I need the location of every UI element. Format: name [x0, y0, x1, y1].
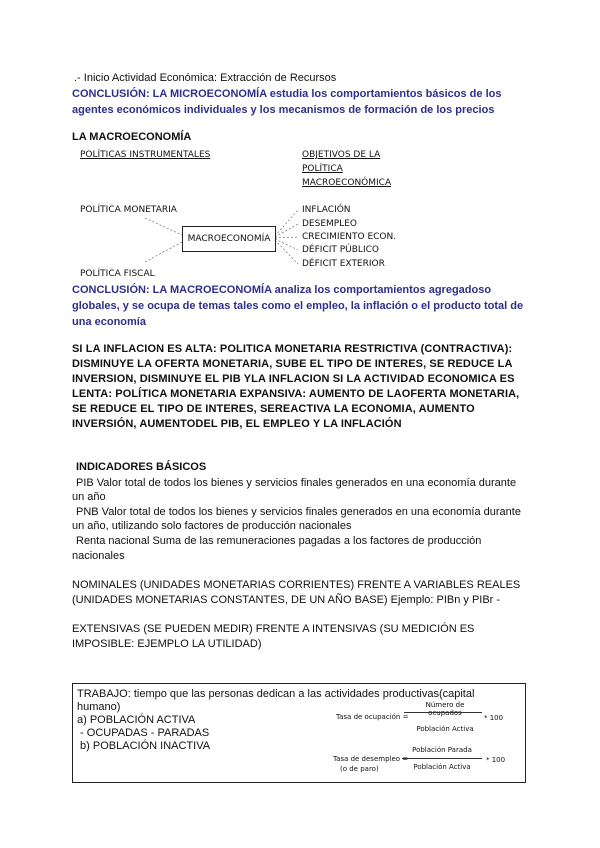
formula2-label2: (o de paro)	[340, 765, 379, 773]
trabajo-line5: b) POBLACIÓN INACTIVA	[77, 740, 211, 752]
conclusion-macro-line2: globales, y se ocupa de temas tales como el empleo, la inflación o el producto total de	[72, 300, 524, 312]
formula1-numerator: Número de ocupados	[425, 701, 465, 717]
conclusion-macro-line1: CONCLUSIÓN: LA MACROECONOMÍA analiza los comportamientos agregadoso	[72, 284, 492, 296]
trabajo-line1: TRABAJO: tiempo que las personas dedican a las actividades productivas(capital	[77, 688, 475, 700]
indicator-renta-line2: nacionales	[72, 550, 125, 562]
diagram-right-item-inflacion: INFLACIÓN	[302, 205, 351, 215]
diagram-left-item-monetaria: POLÍTICA MONETARIA	[80, 205, 177, 215]
policy-line-4: LENTA: POLÍTICA MONETARIA EXPANSIVA: AUMENTO DE LAOFERTA MONETARIA,	[72, 388, 520, 400]
formula2-denominator: Población Activa	[413, 763, 471, 771]
formula2-factor: * 100	[486, 756, 506, 764]
formula1-label: Tasa de ocupación =	[336, 713, 409, 721]
conclusion-macro-line3: una economía	[72, 316, 146, 328]
diagram-left-item-fiscal: POLÍTICA FISCAL	[80, 269, 155, 279]
diagram-right-item-deficit-exterior: DÉFICIT EXTERIOR	[302, 259, 385, 269]
diagram-right-heading-1: OBJETIVOS DE LA	[302, 150, 381, 160]
nominales-line1: NOMINALES (UNIDADES MONETARIAS CORRIENTES) FRENTE A VARIABLES REALES	[72, 579, 521, 591]
policy-line-3: INVERSION, DISMINUYE EL PIB YLA INFLACION SI LA ACTIVIDAD ECONOMICA ES	[72, 373, 515, 385]
formula2-fraction-bar	[402, 758, 482, 759]
extensivas-line2: IMPOSIBLE: EJEMPLO LA UTILIDAD)	[72, 638, 262, 650]
indicator-pnb-line2: un año, utilizando solo factores de producción nacionales	[72, 520, 352, 532]
indicator-renta-line1: Renta nacional Suma de las remuneraciones pagadas a los factores de producción	[76, 535, 482, 547]
diagram-right-item-deficit-publico: DÉFICIT PÚBLICO	[302, 245, 379, 255]
trabajo-line3: a) POBLACIÓN ACTIVA	[77, 714, 196, 726]
policy-line-6: INVERSIÓN, AUMENTODEL PIB, EL EMPLEO Y LA INFLACIÓN	[72, 418, 402, 430]
trabajo-line2: humano)	[77, 701, 121, 713]
diagram-right-heading-2: POLÍTICA	[302, 164, 343, 174]
formula2-label1: Tasa de desempleo =	[333, 755, 409, 763]
indicator-pib-line1: PIB Valor total de todos los bienes y servicios finales generados en una economía durante	[76, 477, 517, 489]
indicators-title: INDICADORES BÁSICOS	[76, 461, 207, 473]
diagram-center-label: MACROECONOMÍA	[187, 234, 271, 244]
conclusion-micro-line1: CONCLUSIÓN: LA MICROECONOMÍA estudia los comportamientos básicos de los	[72, 88, 502, 100]
indicator-pib-line2: un año	[72, 491, 106, 503]
conclusion-micro-line2: agentes económicos individuales y los mecanismos de formación de los precios	[72, 104, 495, 116]
nominales-line2: (UNIDADES MONETARIAS CONSTANTES, DE UN AÑO BASE) Ejemplo: PIBn y PIBr -	[72, 594, 501, 606]
diagram-right-item-desempleo: DESEMPLEO	[302, 219, 357, 229]
trabajo-line4: - OCUPADAS - PARADAS	[77, 727, 210, 739]
formula1-denominator: Población Activa	[416, 725, 474, 733]
policy-line-1: SI LA INFLACION ES ALTA: POLITICA MONETARIA RESTRICTIVA (CONTRACTIVA):	[72, 343, 513, 355]
policy-line-5: SE REDUCE EL TIPO DE INTERES, SEREACTIVA LA ECONOMIA, AUMENTO	[72, 403, 475, 415]
diagram-right-item-crecimiento: CRECIMIENTO ECON.	[302, 232, 397, 242]
policy-line-2: DISMINUYE LA OFERTA MONETARIA, SUBE EL TIPO DE INTERES, SE REDUCE LA	[72, 358, 513, 370]
diagram-center-box	[182, 226, 276, 252]
indicator-pnb-line1: PNB Valor total de todos los bienes y servicios finales generados en una economía durante	[76, 506, 521, 518]
header-line: .- Inicio Actividad Económica: Extracción de Recursos	[74, 72, 337, 84]
macro-title: LA MACROECONOMÍA	[72, 131, 192, 143]
diagram-right-heading-3: MACROECONÓMICA	[302, 178, 392, 188]
formula1-fraction-bar	[404, 712, 482, 713]
formula1-factor: * 100	[484, 714, 504, 722]
formula2-numerator: Población Parada	[412, 746, 472, 754]
extensivas-line1: EXTENSIVAS (SE PUEDEN MEDIR) FRENTE A INTENSIVAS (SU MEDICIÓN ES	[72, 623, 475, 635]
diagram-left-heading: POLÍTICAS INSTRUMENTALES	[80, 150, 211, 160]
diagram-connector-lines	[0, 0, 600, 300]
